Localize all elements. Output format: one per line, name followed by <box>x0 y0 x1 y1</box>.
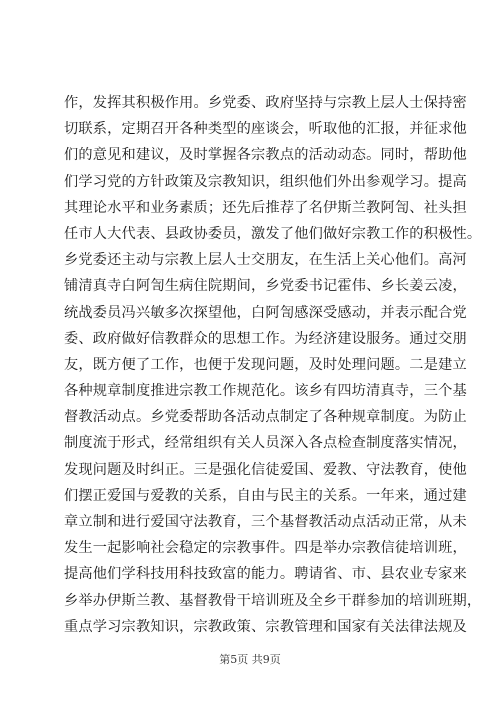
text-line: 督教活动点。乡党委帮助各活动点制定了各种规章制度。为防止 <box>64 409 467 426</box>
text-line: 章立制和进行爱国守法教育，三个基督教活动点活动正常，从未 <box>64 514 467 530</box>
text-line: 重点学习宗教知识，宗教政策、宗教管理和国家有关法律法规及 <box>64 618 467 635</box>
text-line: 乡举办伊斯兰教、基督教骨干培训班及全乡干群参加的培训班期， <box>64 592 482 609</box>
text-line: 提高他们学科技用科技致富的能力。聘请省、市、县农业专家来 <box>64 566 467 583</box>
text-line: 作，发挥其积极作用。乡党委、政府坚持与宗教上层人士保持密 <box>64 95 467 111</box>
text-line: 们摆正爱国与爱教的关系，自由与民主的关系。一年来，通过建 <box>64 487 467 504</box>
text-line: 们的意见和建议，及时掌握各宗教点的活动动态。同时，帮助他 <box>64 147 467 164</box>
text-line: 乡党委还主动与宗教上层人士交朋友，在生活上关心他们。高河 <box>64 252 467 269</box>
text-line: 各种规章制度推进宗教工作规范化。该乡有四坊清真寺，三个基 <box>64 383 467 400</box>
text-line: 制度流于形式，经常组织有关人员深入各点检查制度落实情况， <box>64 435 467 452</box>
text-line: 们学习党的方针政策及宗教知识，组织他们外出参观学习。提高 <box>64 173 467 190</box>
body-paragraph <box>64 90 482 640</box>
page-number-footer: 第5页 共9页 <box>219 653 281 666</box>
text-line: 发现问题及时纠正。三是强化信徒爱国、爱教、守法教育，使他 <box>64 461 467 478</box>
text-line: 切联系，定期召开各种类型的座谈会，听取他的汇报，并征求他 <box>64 121 467 138</box>
text-line: 友，既方便了工作，也便于发现问题，及时处理问题。二是建立 <box>64 356 467 373</box>
text-line: 统战委员冯兴敏多次探望他，白阿訇感深受感动，并表示配合党 <box>64 304 467 321</box>
text-line: 委、政府做好信教群众的思想工作。为经济建设服务。通过交朋 <box>64 330 467 347</box>
text-line: 发生一起影响社会稳定的宗教事件。四是举办宗教信徒培训班， <box>64 540 467 557</box>
text-line: 铺清真寺白阿訇生病住院期间，乡党委书记霍伟、乡长姜云凌， <box>64 278 467 295</box>
text-line: 其理论水平和业务素质；还先后推荐了名伊斯兰教阿訇、社头担 <box>64 199 467 216</box>
text-line: 任市人大代表、县政协委员，激发了他们做好宗教工作的积极性。 <box>64 225 482 242</box>
